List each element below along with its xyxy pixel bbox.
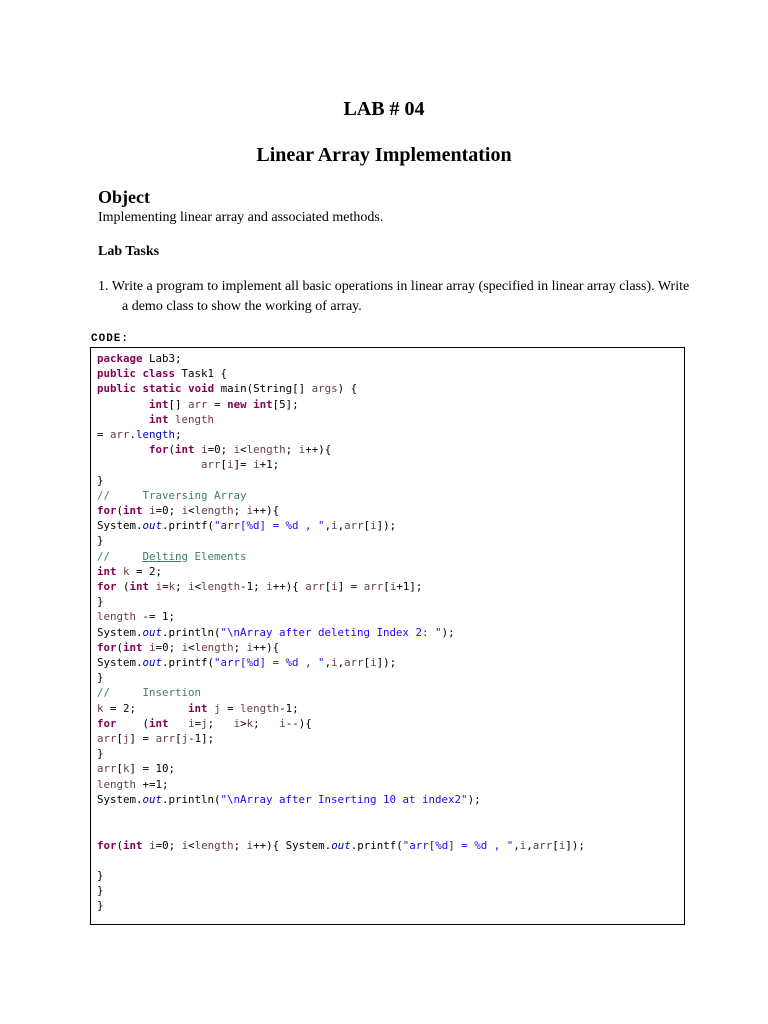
code-token: i [519,838,527,852]
code-token: ] = 10; [129,762,176,776]
code-token: // Insertion [97,686,202,700]
code-token: [ [552,838,559,852]
code-token: = [220,701,241,715]
code-token: } [97,473,104,487]
code-line [97,504,279,517]
code-token: [ [363,656,371,670]
code-token: length [201,580,241,594]
code-token: arr [97,732,117,746]
code-line [97,550,247,563]
code-token: "arr[%d] = %d , " [214,519,325,533]
code-token: ; [175,428,182,442]
code-token: int [253,397,273,411]
code-line [97,595,104,608]
code-token: [ [116,762,124,776]
code-token: [5]; [272,397,299,411]
code-line [97,458,279,471]
code-token: = 2; [103,701,189,715]
code-token: length [97,777,137,791]
code-token: "\nArray after deleting Index 2: " [220,625,442,639]
code-token: i [181,838,189,852]
code-token: i [370,656,377,670]
code-token: int [129,580,150,594]
code-token: > [240,716,247,730]
code-token: i [246,504,254,518]
code-line [97,382,357,395]
code-token: System. [97,519,143,533]
code-token: = [162,580,169,594]
code-token: < [188,838,195,852]
code-token: } [97,868,104,882]
code-token: -1; [279,701,299,715]
code-token [97,398,149,411]
code-token: [ [220,458,228,472]
code-token: ++){ [253,504,280,518]
code-token: arr [532,838,553,852]
code-token: j [201,716,208,730]
code-line [97,641,279,654]
code-token: i [149,640,156,654]
code-token: } [97,671,104,685]
code-token: int [123,640,143,654]
code-line [97,626,455,639]
code-token: +=1; [136,777,169,791]
code-line [97,413,214,426]
code-token: ]= [233,458,254,472]
code-token: = 2; [129,564,163,578]
code-token: i [246,640,254,654]
code-token: arr [344,519,364,533]
code-token [97,413,149,426]
code-token: int [123,504,143,518]
code-token: < [240,443,247,457]
code-token: = [207,397,228,411]
code-token: out [142,792,163,806]
code-line [97,352,182,365]
code-token: k [97,701,104,715]
code-token: arr [97,762,117,776]
code-token: for [97,504,117,518]
code-token: -= 1; [136,610,176,624]
code-token: length [97,610,137,624]
code-line [97,367,227,380]
code-token: ++){ [272,580,306,594]
code-token: .println( [162,625,221,639]
code-token: arr [363,580,384,594]
code-token: ++){ [305,443,332,457]
lab-title: LAB # 04 [343,98,425,120]
code-line [97,793,481,806]
code-line [97,398,299,411]
code-token: int [149,412,169,426]
code-token: . [129,428,137,442]
code-token: .printf( [162,656,215,670]
code-token: ]); [565,838,585,852]
code-token: "arr[%d] = %d , " [214,656,325,670]
code-token: =0; [155,504,182,518]
code-token: System. [97,792,143,806]
code-token: +1; [259,458,280,472]
code-token: ; [253,716,280,730]
code-line [97,686,201,699]
code-token: k [168,580,176,594]
code-token: out [142,656,163,670]
object-text: Implementing linear array and associated methods. [98,210,384,225]
code-token: ] = [337,580,364,594]
code-token: , [526,838,533,852]
code-token: , [324,519,332,533]
code-token: [ [116,732,124,746]
code-token: < [188,504,195,518]
code-token: .printf( [350,838,403,852]
code-line [97,899,104,912]
code-token: [ [324,580,332,594]
code-line [97,671,104,684]
code-line [97,519,396,532]
code-token: class [142,367,176,381]
code-token: arr [110,428,130,442]
code-token: length [194,640,234,654]
code-token: int [175,443,195,457]
code-token: ]); [376,656,397,670]
code-token: .printf( [162,519,215,533]
task-item: 1. Write a program to implement all basic operations in linear array (specified in linear array class). Write a demo class to show the working of array. [98,279,690,314]
code-token: i [298,443,306,457]
code-token: ; [233,838,247,852]
code-token: for [97,838,117,852]
code-token: =0; [155,640,182,654]
code-token: ( [116,504,124,518]
code-token: int [149,397,169,411]
code-token: ; [233,504,247,518]
code-token: arr [344,656,364,670]
code-token: =0; [207,443,234,457]
code-token: ; [175,580,189,594]
code-token: i [246,838,254,852]
code-token: j [214,701,221,715]
code-token: length [246,443,286,457]
code-token: .println( [162,792,221,806]
code-token: ) { [337,382,358,396]
code-token: Delting [142,549,189,563]
code-token: int [97,564,117,578]
code-token: , [324,656,332,670]
code-listing [97,351,585,914]
code-token: } [97,747,104,761]
code-token: i [253,458,260,472]
code-line [97,884,104,897]
code-token: i [227,458,234,472]
code-token: "\nArray after Inserting 10 at index2" [220,792,468,806]
code-token: // [97,549,143,563]
code-token: i [331,519,338,533]
code-token: System. [97,656,143,670]
code-token: out [142,625,163,639]
code-token: ++){ [253,640,280,654]
code-line [97,778,169,791]
code-block [90,347,685,925]
code-token: ( [116,838,124,852]
code-line [97,428,182,441]
code-token: } [97,534,104,548]
code-token: i [279,716,286,730]
code-line [97,489,247,502]
code-token: ); [441,625,455,639]
code-token: i [233,716,241,730]
code-token: +1]; [396,580,423,594]
code-token: , [337,519,345,533]
code-label: CODE: [91,333,130,345]
code-token: Lab3; [142,352,182,365]
code-token: // Traversing Array [97,488,247,502]
code-token: i [149,504,156,518]
code-token: arr [201,458,221,472]
code-token: , [513,838,520,852]
code-token: =0; [155,838,182,852]
code-token: int [149,716,169,730]
code-line [97,565,162,578]
code-token: [ [175,732,182,746]
code-token: ; [233,640,247,654]
code-token: ( [116,716,150,730]
code-line [97,762,175,775]
code-token: for [97,580,117,594]
code-token: ( [116,640,124,654]
code-token: int [123,838,143,852]
code-token: k [246,716,254,730]
code-token: ); [467,792,481,806]
code-token: length [240,701,280,715]
code-line [97,580,422,593]
code-token: [ [383,580,390,594]
code-token: ]); [376,519,397,533]
code-token: out [142,519,163,533]
object-heading: Object [98,187,150,207]
code-token: i [389,580,397,594]
code-token: k [123,564,130,578]
page-title: Linear Array Implementation [256,144,512,166]
code-token: i [188,580,195,594]
code-token: j [181,732,189,746]
code-token: i [331,656,338,670]
code-token: System. [97,625,143,639]
code-token: } [97,595,104,609]
code-token: < [194,580,202,594]
lab-tasks-heading: Lab Tasks [98,244,160,259]
code-token: j [123,732,130,746]
code-line [97,656,396,669]
code-token: length [194,838,234,852]
code-token: = [194,716,202,730]
code-token: i [331,580,338,594]
code-token: i [201,443,208,457]
code-token: i [188,716,195,730]
code-token: , [337,656,345,670]
code-token: for [97,716,117,730]
code-token: ( [168,443,176,457]
code-line [97,534,104,547]
code-token: k [123,762,130,776]
code-token: out [331,838,351,852]
code-token: i [181,640,189,654]
code-token [97,458,201,471]
code-line [97,869,104,882]
code-line [97,732,214,745]
code-token: "arr[%d] = %d , " [402,838,514,852]
code-token [97,443,149,456]
code-token: ] = [129,732,156,746]
code-line [97,702,299,715]
code-token: Elements [188,549,247,563]
code-token: public [97,367,137,381]
code-line [97,474,104,487]
code-token: public [97,382,137,396]
code-token: args [311,382,338,396]
code-token: Task1 { [175,367,228,381]
code-token: i [233,443,241,457]
code-token: arr [188,397,208,411]
code-line [97,839,585,852]
code-token: package [97,352,143,365]
code-line [97,717,312,730]
code-token: length [175,412,215,426]
code-line [97,443,331,456]
code-token: = [97,428,111,442]
code-token: static [142,382,182,396]
code-token: [ [363,519,371,533]
code-token: i [181,504,189,518]
code-token: ( [116,580,130,594]
code-token: length [194,504,234,518]
code-token: i [155,580,163,594]
code-token: < [188,640,195,654]
code-token: i [370,519,377,533]
code-token: -1; [240,580,267,594]
code-token: --){ [285,716,312,730]
code-token: } [97,899,104,913]
code-token: ++){ System. [253,838,332,852]
code-token: length [136,428,176,442]
code-token: void [188,382,215,396]
code-token: arr [155,732,176,746]
code-token: for [149,443,169,457]
code-token: for [97,640,117,654]
code-token: int [188,701,208,715]
code-token: -1]; [188,732,215,746]
code-token [169,717,189,730]
code-token: [] [168,397,189,411]
code-token: ; [285,443,299,457]
code-token: } [97,884,104,898]
code-token: i [266,580,273,594]
code-token: arr [305,580,325,594]
code-token: main(String[] [214,382,312,396]
code-token: i [558,838,566,852]
code-token: i [149,838,156,852]
code-token: ; [207,716,234,730]
code-token: new [227,397,247,411]
code-line [97,610,175,623]
code-line [97,747,104,760]
